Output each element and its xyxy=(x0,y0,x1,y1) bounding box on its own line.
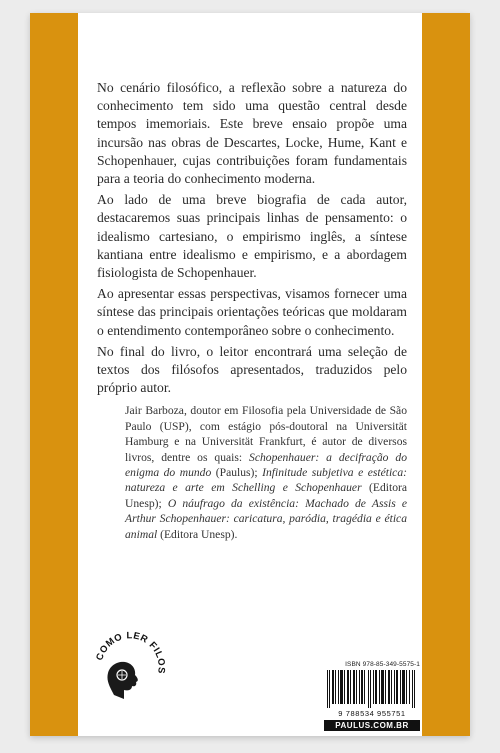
bio-publisher-3: (Editora Unesp). xyxy=(157,527,238,541)
barcode-icon xyxy=(324,670,420,708)
blurb-paragraph-1: No cenário filosófico, a reflexão sobre a natureza do conhecimento tem sido uma questão central desde tempos imemoriais. Este breve ensaio propõe uma incursão nas obras de Descartes, Locke, Hume, Kant e Schopenhauer, cujas contribuições foram fundamentais para a teoria do conhecimento moderna. xyxy=(97,80,407,187)
bio-intro: Jair Barboza, doutor em Filosofia pela Universidade de São Paulo (USP), com estágio pós-doutoral na Universität Hamburg e na Universität Frankfurt, é autor de diversos livros, dentre os quais: xyxy=(125,404,407,464)
bio-publisher-1: (Paulus); xyxy=(211,466,263,480)
author-bio xyxy=(125,403,407,542)
barcode-block xyxy=(324,661,420,731)
right-color-band xyxy=(422,13,470,736)
bio-book-1: Schopenhauer: a decifração do enigma do mundo xyxy=(125,450,407,480)
barcode-number: 9 788534 955751 xyxy=(338,709,406,718)
blurb-paragraph-3: Ao apresentar essas perspectivas, visamos fornecer uma síntese das principais orientações teóricas que moldaram o entendimento contemporâneo sobre o conhecimento. xyxy=(97,286,407,338)
blurb-paragraph-4: No final do livro, o leitor encontrará uma seleção de textos dos filósofos apresentados, traduzidos pelo próprio autor. xyxy=(97,343,407,396)
publisher-website: PAULUS.COM.BR xyxy=(324,720,420,731)
series-logo xyxy=(92,621,168,705)
blurb-paragraph-2: Ao lado de uma breve biografia de cada autor, destacaremos suas principais linhas de pensamento: o idealismo cartesiano, o empirismo inglês, a síntese kantiana entre idealismo e empirismo, e a abordagem fisiologista de Schopenhauer. xyxy=(97,192,407,281)
book-back-cover xyxy=(30,13,470,736)
left-color-band xyxy=(30,13,78,736)
bio-book-3: O náufrago da existência: Machado de Assis e Arthur Schopenhauer: caricatura, paródia, tragédia e ética animal xyxy=(125,496,407,541)
series-logo-text: COMO LER FILOS xyxy=(94,630,167,675)
bio-book-2: Infinitude subjetiva e estética: natureza e arte em Schelling e Schopenhauer xyxy=(125,466,407,495)
isbn-label: ISBN 978-85-349-5575-1 xyxy=(345,661,420,668)
barcode xyxy=(324,670,420,708)
bio-publisher-2: (Editora Unesp); xyxy=(125,481,407,510)
blurb-text xyxy=(97,79,407,542)
head-silhouette-icon xyxy=(92,621,168,705)
